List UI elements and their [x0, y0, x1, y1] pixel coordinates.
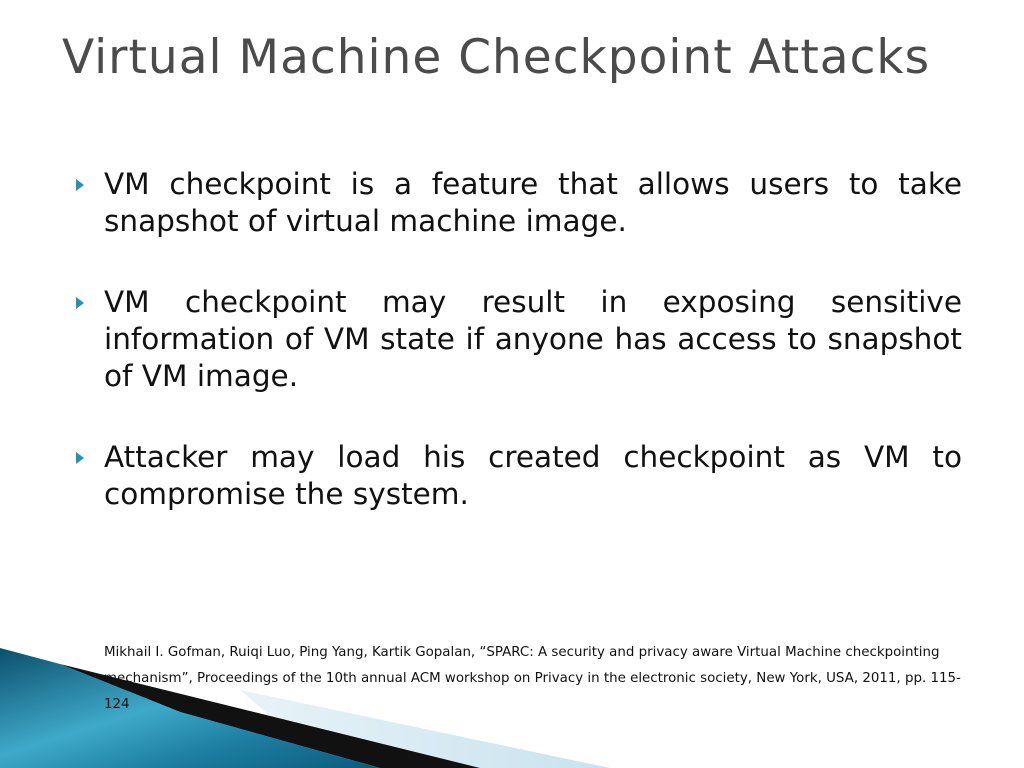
- bullet-item: [72, 439, 962, 513]
- citation-reference: Mikhail I. Gofman, Ruiqi Luo, Ping Yang, Kartik Gopalan, “SPARC: A security and privacy aware Virtual Machine checkpointing mechanism”, Proceedings of the 10th annual ACM workshop on Privacy in the electronic society, New York, USA, 2011, pp. 115-124: [104, 645, 961, 712]
- bullet-item: [72, 284, 962, 395]
- triangle-bullet-icon: [76, 297, 84, 309]
- triangle-bullet-icon: [76, 452, 84, 464]
- bullet-text: VM checkpoint may result in exposing sensitive information of VM state if anyone has access to snapshot of VM image.: [104, 285, 962, 393]
- bullet-text: VM checkpoint is a feature that allows users to take snapshot of virtual machine image.: [104, 167, 962, 238]
- bullet-item: [72, 166, 962, 240]
- bullet-list: [72, 166, 962, 513]
- bullet-text: Attacker may load his created checkpoint as VM to compromise the system.: [104, 440, 962, 511]
- slide-title: Virtual Machine Checkpoint Attacks: [62, 30, 931, 85]
- triangle-bullet-icon: [76, 179, 84, 191]
